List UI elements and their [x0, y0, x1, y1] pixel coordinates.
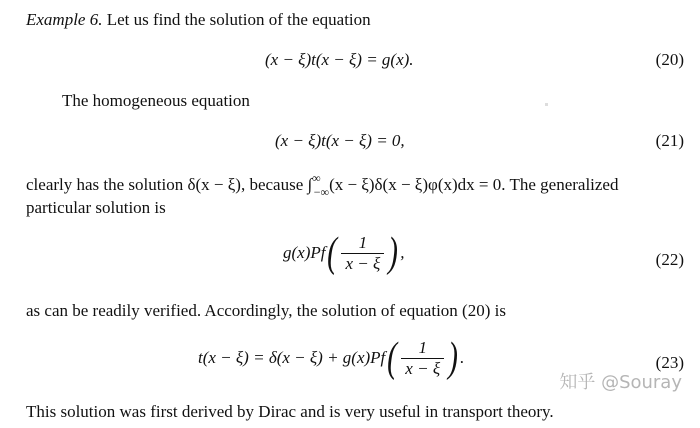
fraction-numerator: 1 [358, 232, 368, 252]
equation-23-pre: t(x − ξ) = δ(x − ξ) + g(x)Pf [198, 348, 386, 367]
clearly-line [26, 171, 619, 199]
equation-20 [265, 50, 414, 70]
equation-22-number: (22) [655, 250, 684, 269]
watermark: 知乎 @Souray [559, 372, 682, 393]
equation-22-fraction [341, 233, 384, 274]
fraction-denominator: x − ξ [341, 253, 384, 274]
equation-23-number: (23) [655, 353, 684, 372]
equation-21-number: (21) [655, 131, 684, 150]
equation-22-pre: g(x)Pf [283, 243, 326, 262]
equation-21 [275, 131, 405, 151]
clearly-text-a: clearly has the solution δ(x − ξ), because ∫ [26, 175, 313, 194]
integral-upper-limit: ∞ [312, 171, 321, 185]
equation-21-body: (x − ξ)t(x − ξ) = 0, [275, 131, 405, 150]
scan-speck [545, 103, 548, 106]
integral-lower-limit: −∞ [313, 185, 330, 199]
verified-line: as can be readily verified. Accordingly, the solution of equation (20) is [26, 301, 506, 320]
equation-22 [283, 232, 405, 274]
left-paren: ( [327, 230, 338, 276]
right-paren: ) [388, 230, 399, 276]
equation-23-post: . [460, 348, 465, 367]
equation-22-post: , [400, 243, 405, 262]
homogeneous-line: The homogeneous equation [62, 91, 250, 110]
example-intro-line [26, 10, 371, 30]
fraction-denominator: x − ξ [401, 358, 444, 379]
equation-23 [198, 337, 464, 379]
example-label: Example 6. [26, 10, 103, 29]
intro-text: Let us find the solution of the equation [106, 10, 371, 29]
equation-20-body: (x − ξ)t(x − ξ) = g(x). [265, 50, 414, 69]
equation-20-number: (20) [655, 50, 684, 69]
left-paren: ( [387, 335, 398, 381]
fraction-numerator: 1 [418, 337, 427, 357]
right-paren: ) [448, 335, 458, 381]
equation-23-fraction [401, 338, 444, 379]
clearly-text-b: (x − ξ)δ(x − ξ)φ(x)dx = 0. The generalized [329, 175, 619, 194]
dirac-line: This solution was first derived by Dirac and is very useful in transport theory. [26, 402, 554, 421]
particular-line: particular solution is [26, 198, 166, 217]
